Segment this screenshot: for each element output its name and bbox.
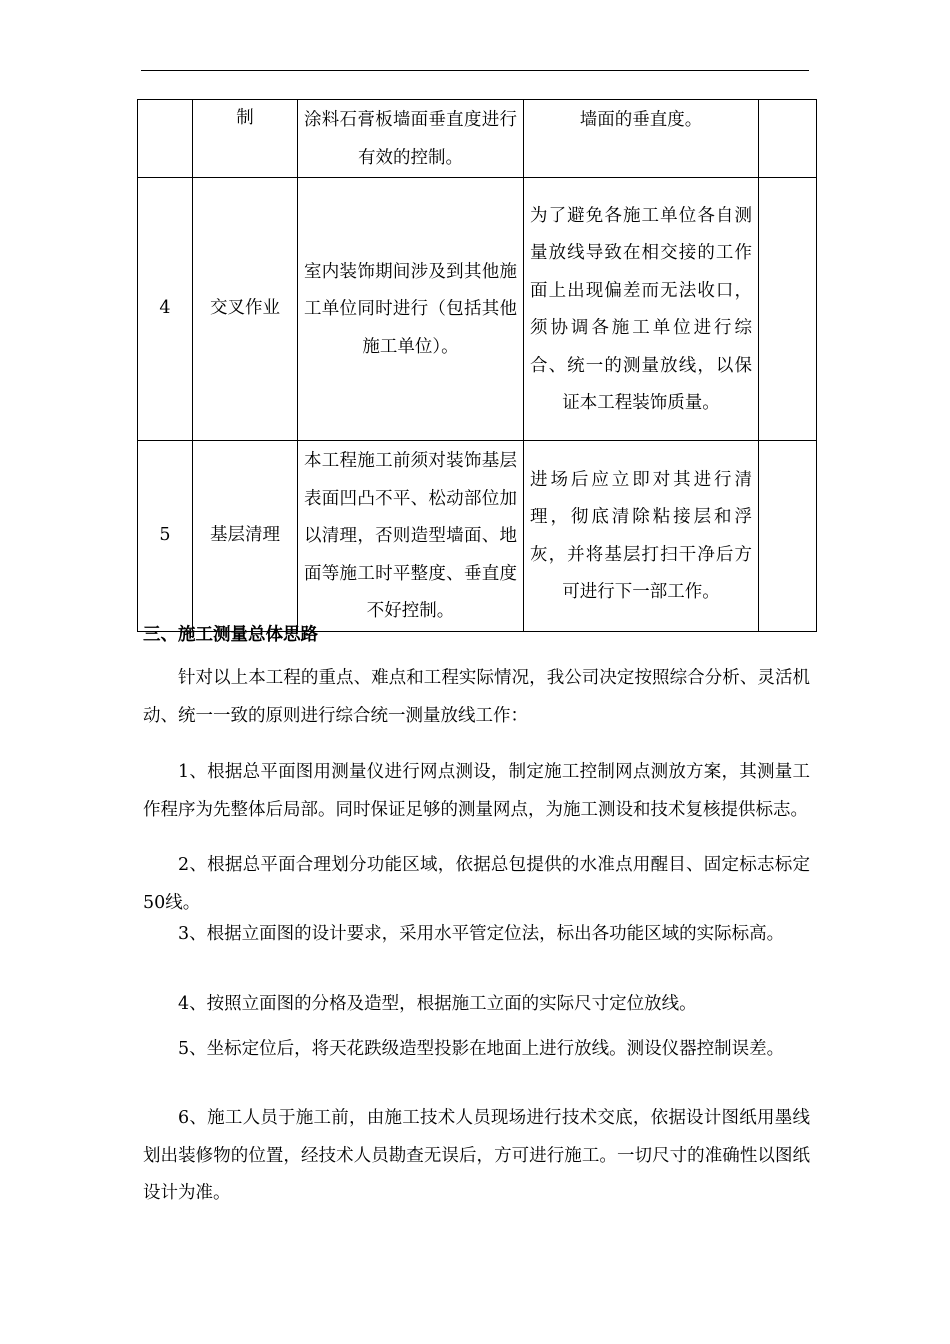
measure-text: 进场后应立即对其进行清理，彻底清除粘接层和浮灰，并将基层打扫干净后方可进行下一部工作。 [530, 469, 752, 603]
row-number-cell [138, 178, 193, 441]
paragraph: 1、根据总平面图用测量仪进行网点测设，制定施工控制网点测放方案，其测量工作程序为先整体后局部。同时保证足够的测量网点，为施工测设和技术复核提供标志。 [143, 762, 810, 820]
row-number-cell [138, 100, 193, 178]
table-row [138, 100, 817, 178]
note-cell [759, 441, 817, 632]
note-cell [759, 178, 817, 441]
item-cell [193, 178, 298, 441]
paragraph: 2、根据总平面合理划分功能区域，依据总包提供的水准点用醒目、固定标志标定50线。 [143, 855, 810, 913]
table-row [138, 441, 817, 632]
paragraph: 5、坐标定位后，将天花跌级造型投影在地面上进行放线。测设仪器控制误差。 [178, 1039, 785, 1059]
paragraph: 4、按照立面图的分格及造型，根据施工立面的实际尺寸定位放线。 [178, 994, 697, 1014]
row-number-cell [138, 441, 193, 632]
item-cell [193, 100, 298, 178]
section-heading: 三、施工测量总体思路 [143, 625, 318, 645]
difficulty-cell [298, 441, 524, 632]
paragraph: 6、施工人员于施工前，由施工技术人员现场进行技术交底，依据设计图纸用墨线划出装修物的位置，经技术人员勘查无误后，方可进行施工。一切尺寸的准确性以图纸设计为准。 [143, 1108, 810, 1203]
measure-text: 为了避免各施工单位各自测量放线导致在相交接的工作面上出现偏差而无法收口，须协调各施工单位进行综合、统一的测量放线，以保证本工程装饰质量。 [530, 205, 752, 413]
header-rule [141, 70, 809, 71]
measure-cell [524, 441, 759, 632]
row-number: 5 [159, 525, 171, 545]
row-number: 4 [159, 298, 171, 319]
difficulty-cell [298, 100, 524, 178]
measure-text: 墙面的垂直度。 [579, 110, 703, 130]
table-row [138, 178, 817, 441]
difficulty-table [137, 99, 817, 632]
item-name: 制 [236, 108, 254, 128]
paragraph: 3、根据立面图的设计要求，采用水平管定位法，标出各功能区域的实际标高。 [178, 924, 785, 944]
difficulty-text: 本工程施工前须对装饰基层表面凹凸不平、松动部位加以清理，否则造型墙面、地面等施工时平整度、垂直度不好控制。 [304, 451, 517, 621]
paragraph: 针对以上本工程的重点、难点和工程实际情况，我公司决定按照综合分析、灵活机动、统一一致的原则进行综合统一测量放线工作： [143, 668, 810, 726]
difficulty-cell [298, 178, 524, 441]
item-name: 基层清理 [210, 525, 280, 545]
difficulty-text: 涂料石膏板墙面垂直度进行有效的控制。 [304, 110, 517, 168]
measure-cell [524, 178, 759, 441]
measure-cell [524, 100, 759, 178]
item-name: 交叉作业 [210, 298, 280, 319]
difficulty-text: 室内装饰期间涉及到其他施工单位同时进行（包括其他施工单位）。 [304, 261, 517, 357]
item-cell [193, 441, 298, 632]
note-cell [759, 100, 817, 178]
